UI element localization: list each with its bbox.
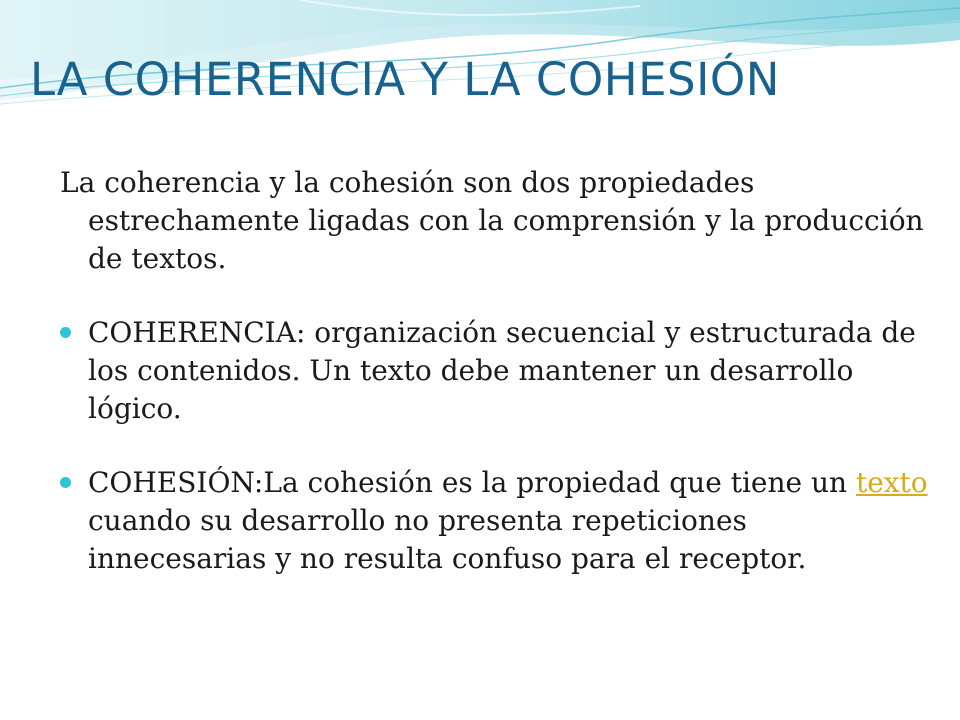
bullet-coherencia-text: COHERENCIA: organización secuencial y estructurada de los contenidos. Un texto debe mantener un desarrollo lógico. [88, 316, 916, 425]
bullet-cohesion-text-after: cuando su desarrollo no presenta repeticiones innecesarias y no resulta confuso para el receptor. [88, 504, 807, 575]
bullet-coherencia [60, 314, 930, 428]
bullet-dot-icon [60, 327, 71, 338]
slide-body [60, 164, 930, 578]
texto-link[interactable]: texto [855, 466, 928, 499]
bullet-cohesion-text-before: COHESIÓN:La cohesión es la propiedad que tiene un [88, 466, 856, 499]
bullet-dot-icon [60, 477, 71, 488]
spacer [60, 428, 930, 464]
bullet-cohesion [60, 464, 930, 578]
spacer [60, 278, 930, 314]
slide-title: LA COHERENCIA Y LA COHESIÓN [30, 53, 780, 106]
intro-paragraph: La coherencia y la cohesión son dos propiedades estrechamente ligadas con la comprensión y la producción de textos. [60, 166, 924, 275]
